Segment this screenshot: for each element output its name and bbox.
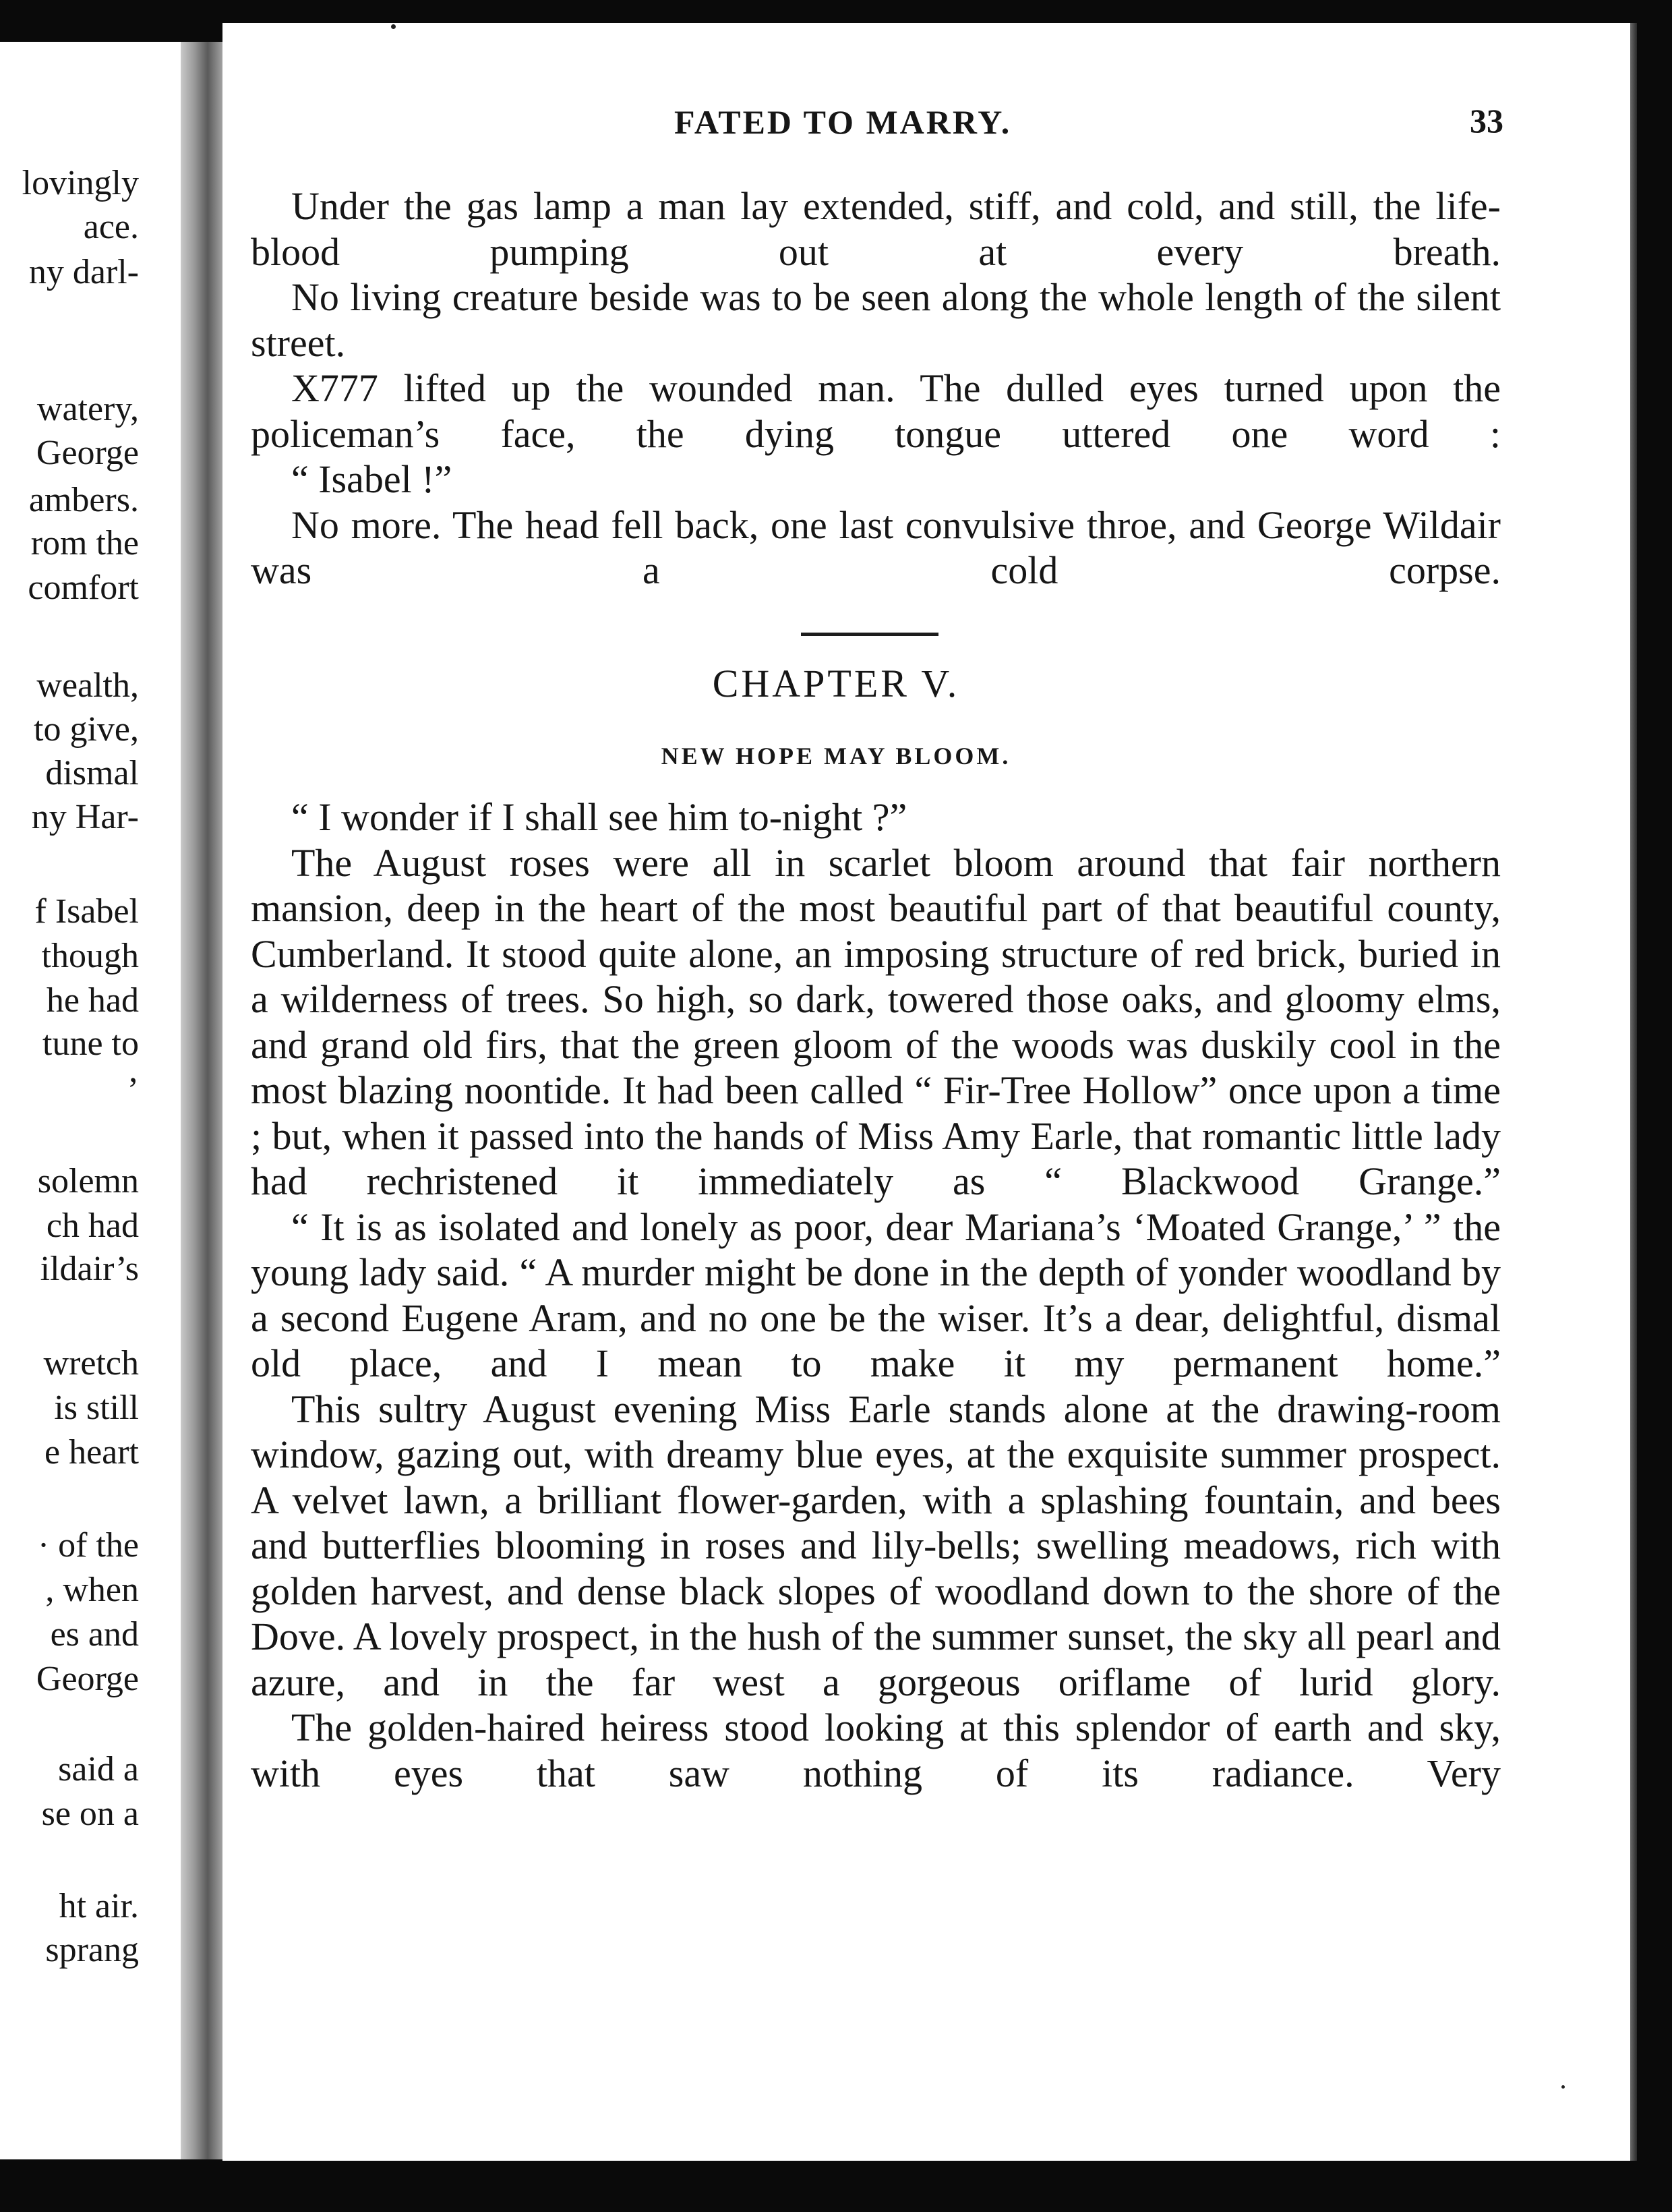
paragraph: The golden-haired heiress stood looking at this splendor of earth and sky, with eyes that saw nothing of its radiance. Very [251, 1706, 1501, 1795]
left-page-line: tune to [42, 1024, 139, 1063]
paragraph: Under the gas lamp a man lay extended, stiff, and cold, and still, the life-blood pumping out at every breath. [251, 184, 1501, 274]
left-page-line: se on a [41, 1795, 139, 1833]
scan-speck [391, 24, 396, 29]
left-page-line: comfort [28, 569, 139, 607]
running-title: FATED TO MARRY. [674, 103, 1012, 141]
paragraph: No living creature beside was to be seen along the whole length of the silent street. [251, 275, 1501, 365]
left-page-line: George [36, 1660, 139, 1698]
left-page-line: ch had [46, 1206, 139, 1245]
left-page-line: to give, [34, 710, 139, 749]
left-page-line: ht air. [59, 1887, 139, 1925]
left-page-line: lovingly [22, 164, 139, 202]
left-page-line: es and [50, 1615, 139, 1654]
section-divider-rule [801, 633, 938, 636]
paragraph: No more. The head fell back, one last convulsive throe, and George Wildair was a cold corpse. [251, 502, 1501, 592]
left-page-line: ny Har- [31, 798, 139, 836]
paragraph: The August roses were all in scarlet bloom around that fair northern mansion, deep in the heart of the most beautiful part of that beautiful county, Cumberland. It stood quite alone, an imposing structure of red brick, buried in a wilderness of trees. So high, so dark, towered those oaks, and gloomy elms, and grand old firs, that the green gloom of the woods was duskily cool in the most blazing noontide. It had been called “ Fir-Tree Hollow” once upon a time ; but, when it passed into the hands of Miss Amy Earle, that romantic little lady had rechristened it immediately as “ Blackwood Grange.” [251, 840, 1501, 1203]
left-page-line: ’ [127, 1071, 139, 1109]
paragraph: “ It is as isolated and lonely as poor, dear Mariana’s ‘Moated Grange,’ ” the young lady said. “ A murder might be done in the depth of yonder woodland by a second Eugene Aram, and no one be the wiser. It’s a dear, delightful, dismal old place, and I mean to make it my permanent home.” [251, 1204, 1501, 1385]
chapter-subtitle: NEW HOPE MAY BLOOM. [661, 743, 1011, 769]
left-page-line: watery, [36, 390, 139, 428]
left-page-line: , when [45, 1571, 139, 1609]
left-page-line: ace. [83, 208, 139, 246]
left-page-line: said a [58, 1750, 139, 1788]
left-page-line: ildair’s [40, 1250, 139, 1288]
chapter-heading: CHAPTER V. [712, 662, 960, 705]
left-page-line: wealth, [36, 666, 139, 705]
left-page-line: sprang [45, 1931, 139, 1969]
left-page-line: · of the [37, 1526, 139, 1565]
left-page-line: f Isabel [34, 892, 139, 931]
left-page-line: ny darl- [28, 253, 139, 291]
paragraph: “ I wonder if I shall see him to-night ?” [291, 795, 907, 839]
scan-speck [1561, 2085, 1565, 2089]
left-page-line: ambers. [28, 481, 139, 519]
left-page-line: though [41, 937, 139, 975]
left-page-line: George [36, 434, 139, 472]
paragraph: X777 lifted up the wounded man. The dulled eyes turned upon the policeman’s face, the dying tongue uttered one word : [251, 366, 1501, 456]
page-edge [1630, 23, 1637, 2161]
left-page-line: he had [46, 981, 139, 1020]
left-page-line: dismal [45, 754, 139, 792]
page-number: 33 [1470, 102, 1503, 140]
text-block-before-chapter [251, 183, 1501, 593]
paragraph: “ Isabel !” [291, 457, 452, 501]
left-page-line: wretch [43, 1344, 139, 1382]
left-page-line: e heart [44, 1433, 139, 1472]
paragraph: This sultry August evening Miss Earle stands alone at the drawing-room window, gazing out, with dreamy blue eyes, at the exquisite summer prospect. A velvet lawn, a brilliant flower-garden, with a splashing fountain, and bees and butterflies blooming in roses and lily-bells; swelling meadows, rich with golden harvest, and dense black slopes of woodland down to the shore of the Dove. A lovely prospect, in the hush of the summer sunset, the sky all pearl and azure, and in the far west a gorgeous oriflame of lurid glory. [251, 1387, 1501, 1704]
left-page-line: is still [54, 1389, 139, 1427]
left-page-fragment [0, 42, 181, 2159]
left-page-line: rom the [30, 524, 139, 562]
text-block-chapter-v [251, 794, 1501, 1796]
left-page-line: solemn [37, 1162, 139, 1200]
